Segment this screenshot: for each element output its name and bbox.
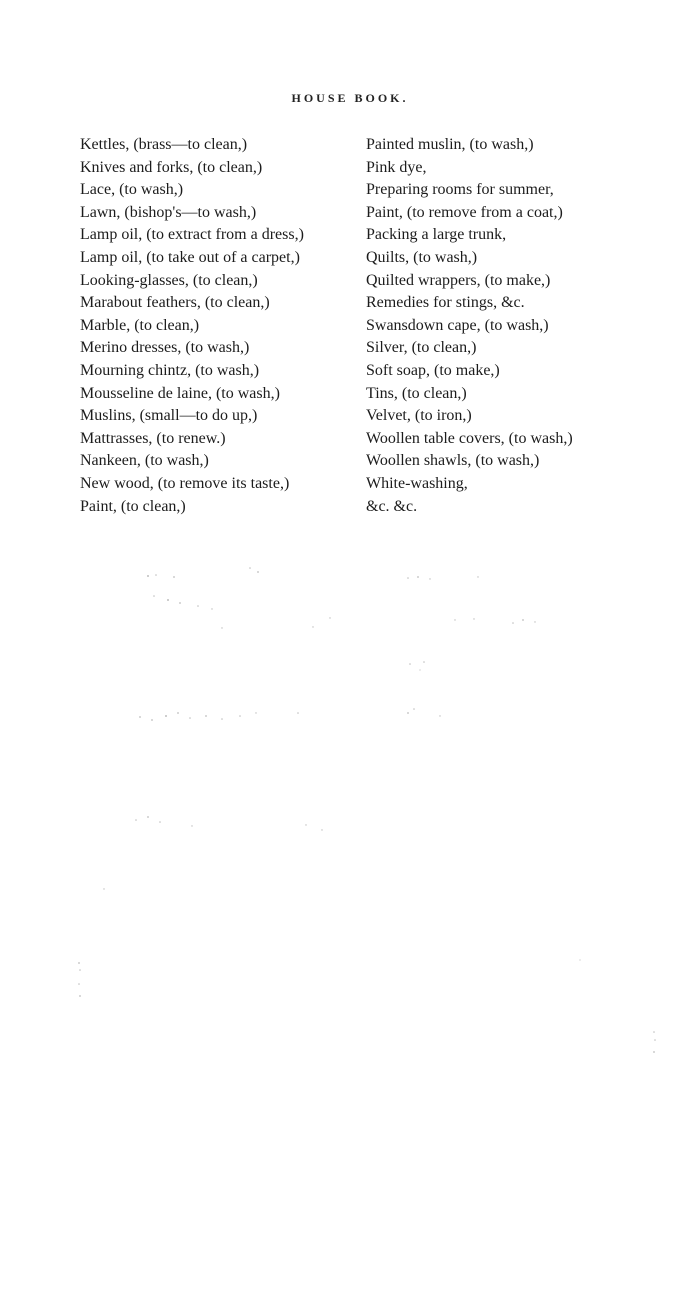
index-entry: Quilts, (to wash,) [366,248,478,266]
index-entry: Mourning chintz, (to wash,) [80,361,260,379]
index-entry: Merino dresses, (to wash,) [80,339,250,357]
index-entry: Paint, (to clean,) [80,497,186,515]
index-entry: Nankeen, (to wash,) [80,452,209,470]
index-entry: White-washing, [366,474,468,492]
index-entry: Preparing rooms for summer, [366,181,554,199]
index-entry: Looking-glasses, (to clean,) [80,271,258,289]
index-entry: Lace, (to wash,) [80,181,184,199]
index-entry: Silver, (to clean,) [366,339,477,357]
index-entry: Muslins, (small—to do up,) [80,407,258,425]
index-entry: Kettles, (brass—to clean,) [80,136,248,153]
running-head: HOUSE BOOK. [291,91,409,105]
index-entry: Mattrasses, (to renew.) [80,429,226,447]
index-entry: Swansdown cape, (to wash,) [366,316,549,334]
index-entry: New wood, (to remove its taste,) [80,474,290,492]
index-entry: Lamp oil, (to extract from a dress,) [80,226,304,244]
index-entry: Painted muslin, (to wash,) [366,136,534,153]
index-columns [80,134,640,518]
index-left-column [80,134,366,518]
index-entry: Woollen shawls, (to wash,) [366,452,540,470]
index-right-column [366,134,640,518]
index-entry: Tins, (to clean,) [366,384,467,402]
index-entry: Soft soap, (to make,) [366,361,500,379]
index-entry: Remedies for stings, &c. [366,294,525,312]
index-entry: Lawn, (bishop's—to wash,) [80,203,257,221]
index-entry: Velvet, (to iron,) [366,407,472,425]
index-entry: Pink dye, [366,158,427,176]
index-entry: Paint, (to remove from a coat,) [366,203,563,221]
index-entry: Packing a large trunk, [366,226,507,244]
index-entry: Quilted wrappers, (to make,) [366,271,551,289]
index-entry: &c. &c. [366,497,418,515]
index-entry: Mousseline de laine, (to wash,) [80,384,280,402]
index-entry: Woollen table covers, (to wash,) [366,429,573,447]
index-entry: Lamp oil, (to take out of a carpet,) [80,248,300,266]
index-entry: Marble, (to clean,) [80,316,200,334]
index-entry: Marabout feathers, (to clean,) [80,294,270,312]
index-entry: Knives and forks, (to clean,) [80,158,263,176]
